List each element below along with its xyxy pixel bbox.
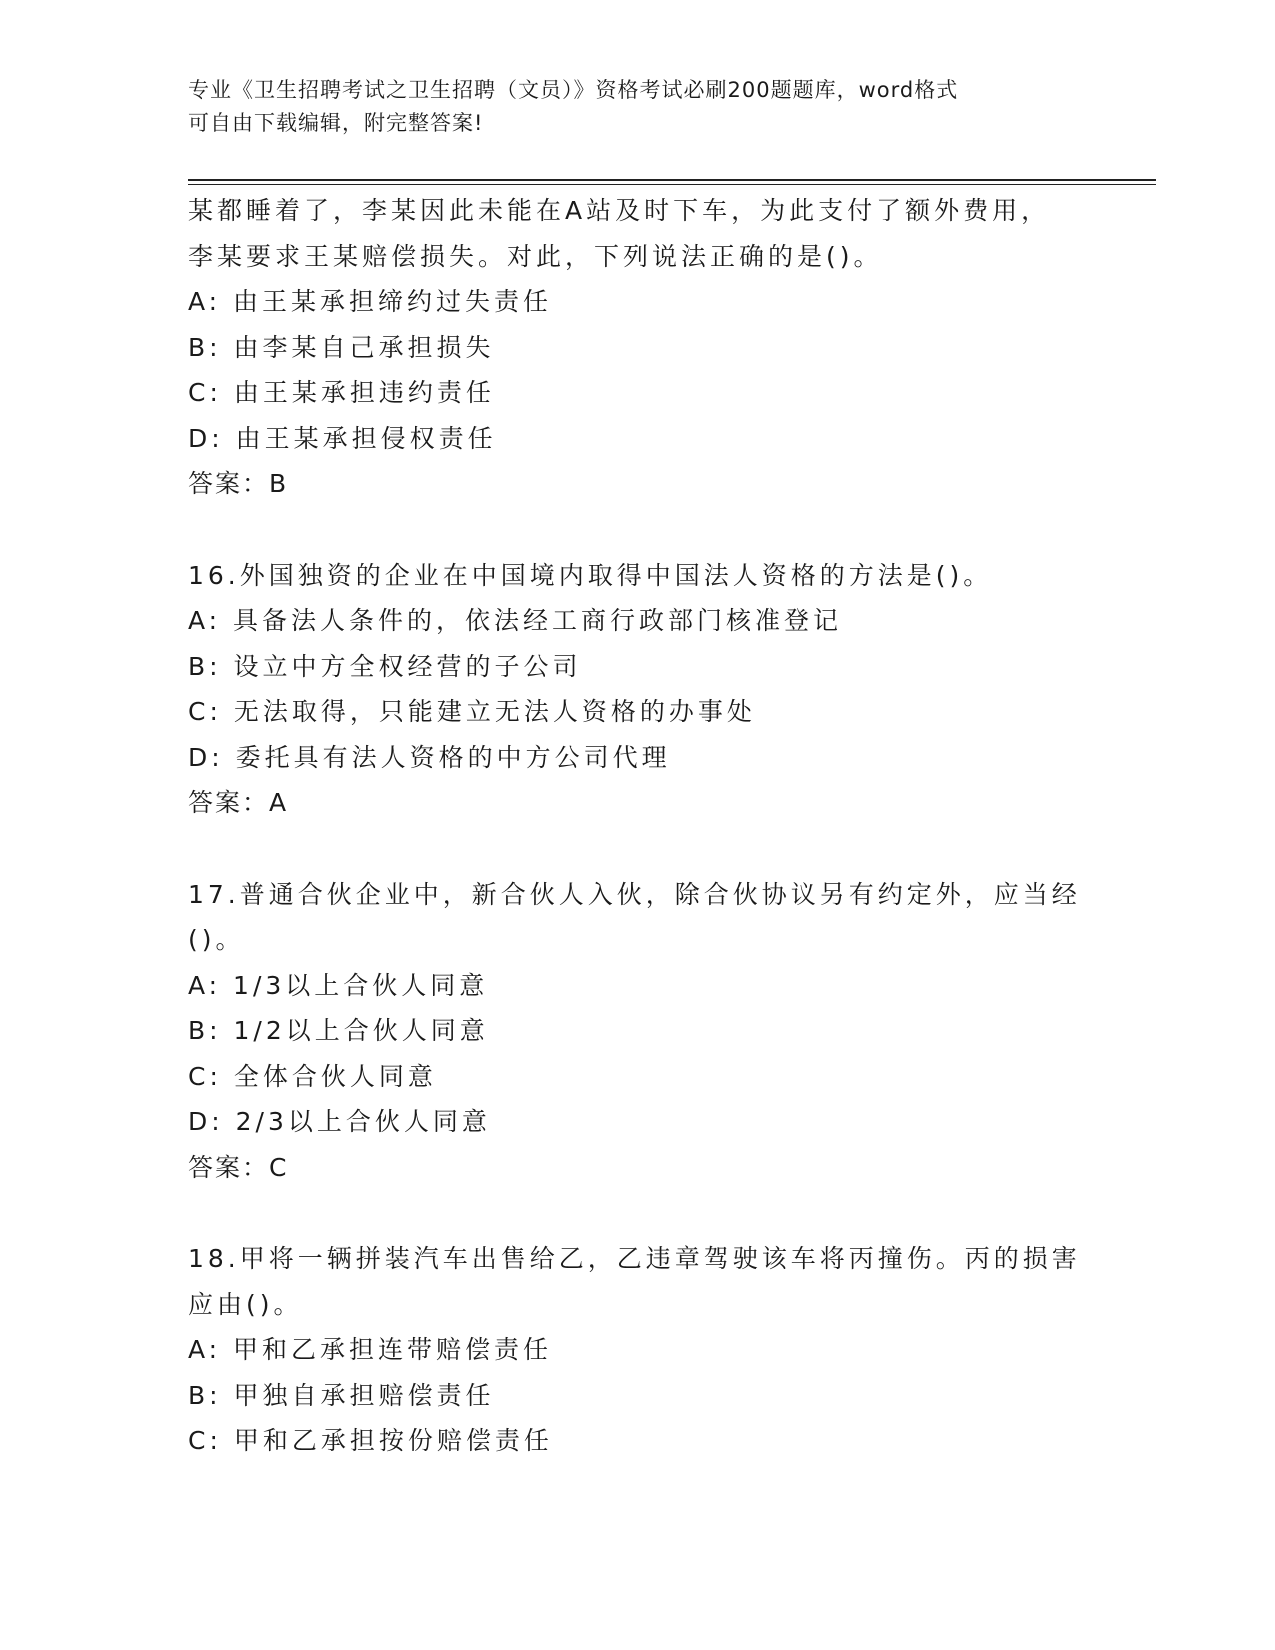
option-a: A: 1/3以上合伙人同意 [188, 970, 489, 1000]
question-spacer [188, 1190, 1088, 1236]
question-stem-line: 应由()。 [188, 1289, 303, 1319]
header-title-line2: 可自由下载编辑，附完整答案! [188, 111, 484, 135]
option-c: C: 由王某承担违约责任 [188, 378, 495, 407]
option-d: D: 2/3以上合伙人同意 [188, 1107, 491, 1136]
option-d: D: 由王某承担侵权责任 [188, 423, 497, 453]
option-b: B: 甲独自承担赔偿责任 [188, 1380, 495, 1410]
document-body [188, 188, 1088, 1464]
question-spacer [188, 507, 1088, 553]
question-spacer [188, 826, 1088, 872]
question-16 [188, 553, 1088, 826]
question-stem-line: 16.外国独资的企业在中国境内取得中国法人资格的方法是()。 [188, 560, 993, 590]
option-c: C: 无法取得，只能建立无法人资格的办事处 [188, 697, 756, 726]
question-stem-line: ()。 [188, 925, 245, 954]
answer-text: 答案：C [188, 1152, 289, 1182]
header-divider-thin [188, 184, 1156, 185]
option-d: D: 委托具有法人资格的中方公司代理 [188, 742, 671, 772]
answer-text: 答案：B [188, 469, 289, 498]
page-header [188, 74, 1068, 140]
option-c: C: 全体合伙人同意 [188, 1061, 437, 1091]
option-c: C: 甲和乙承担按份赔偿责任 [188, 1426, 553, 1455]
header-divider-thick [188, 179, 1156, 181]
question-15 [188, 188, 1088, 507]
question-stem-line: 某都睡着了，李某因此未能在A站及时下车，为此支付了额外费用， [188, 196, 1051, 225]
option-a: A: 由王某承担缔约过失责任 [188, 287, 553, 316]
header-title-line1: 专业《卫生招聘考试之卫生招聘（文员）》资格考试必刷200题题库，word格式 [188, 78, 959, 102]
question-17 [188, 872, 1088, 1191]
question-stem-line: 17.普通合伙企业中，新合伙人入伙，除合伙协议另有约定外，应当经 [188, 879, 1081, 909]
option-b: B: 1/2以上合伙人同意 [188, 1016, 489, 1045]
answer-text: 答案：A [188, 788, 289, 817]
option-a: A: 甲和乙承担连带赔偿责任 [188, 1335, 553, 1364]
question-stem-line: 李某要求王某赔偿损失。对此，下列说法正确的是()。 [188, 241, 883, 271]
question-stem-line: 18.甲将一辆拼装汽车出售给乙，乙违章驾驶该车将丙撞伤。丙的损害 [188, 1244, 1081, 1273]
option-a: A: 具备法人条件的，依法经工商行政部门核准登记 [188, 606, 843, 635]
option-b: B: 由李某自己承担损失 [188, 332, 495, 362]
question-18 [188, 1236, 1088, 1464]
option-b: B: 设立中方全权经营的子公司 [188, 651, 582, 681]
